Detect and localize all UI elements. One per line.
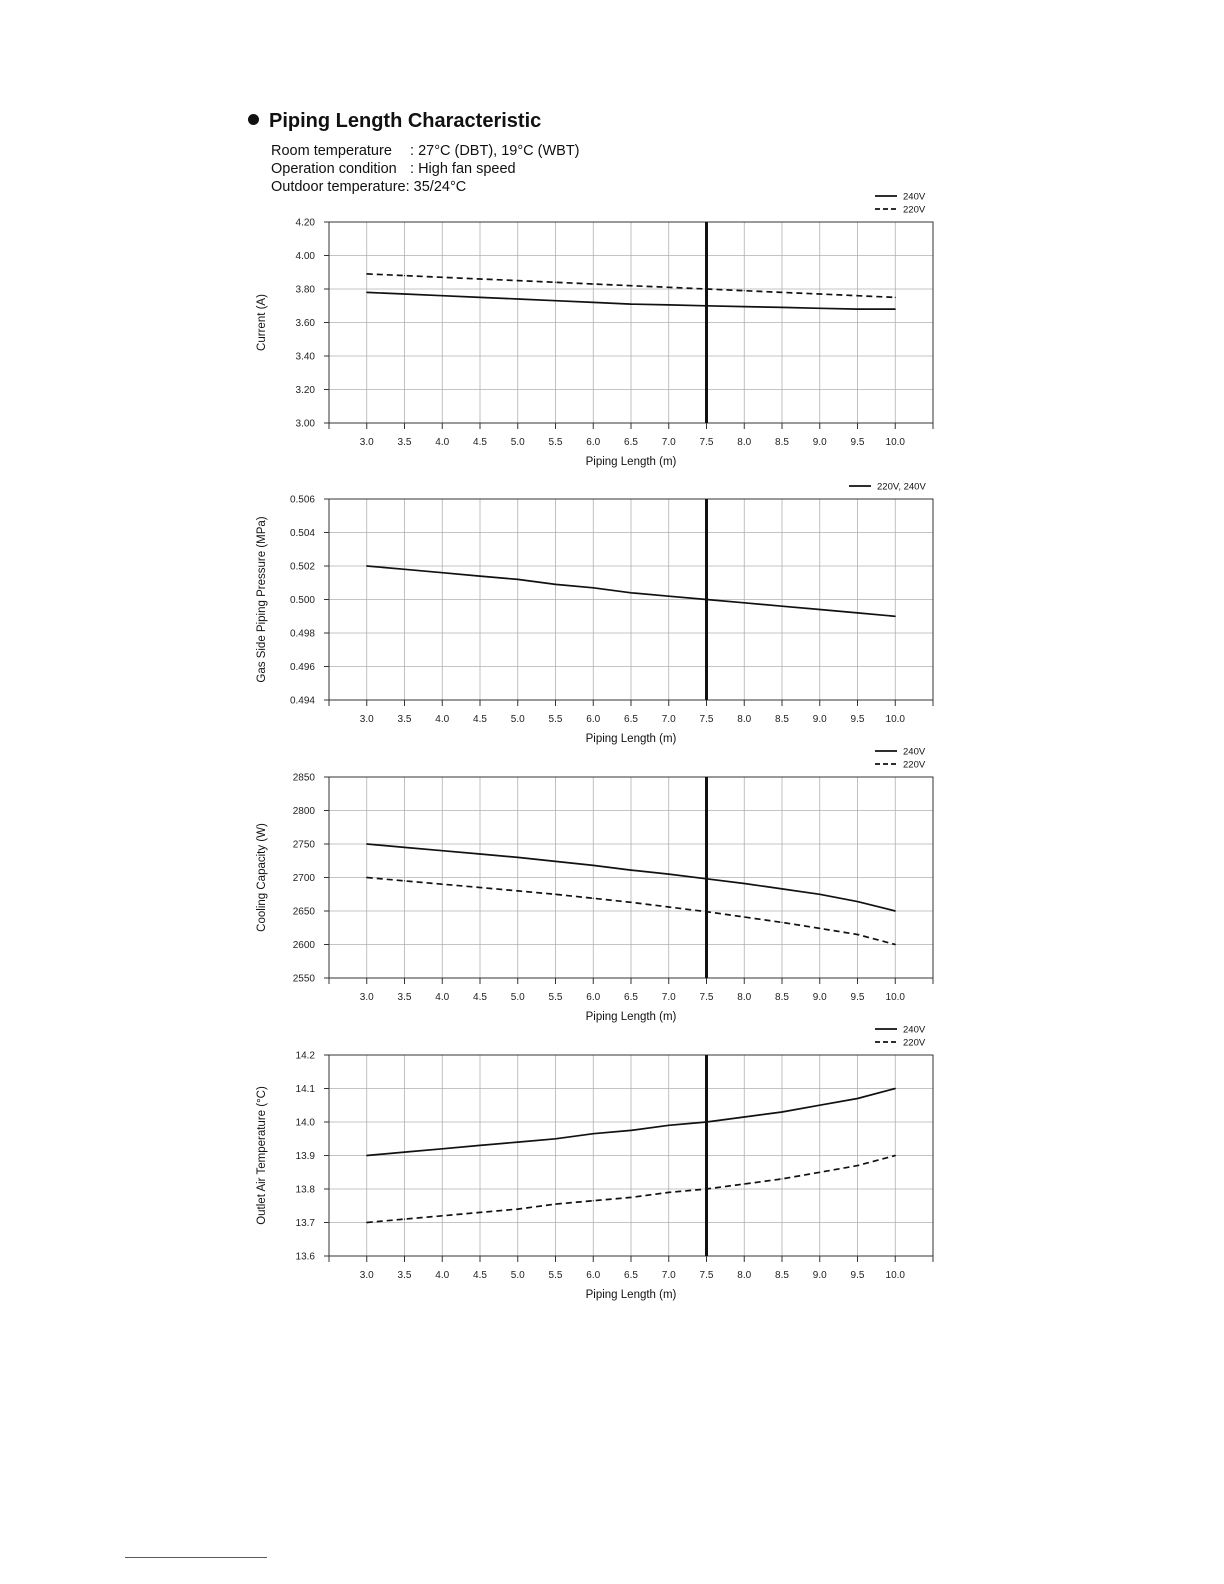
condition-value: High fan speed — [418, 161, 516, 177]
footer-rule — [125, 1557, 267, 1558]
condition-sep: : — [405, 179, 410, 195]
chart1-y-tick-label: 3.80 — [295, 284, 315, 296]
chart2-y-tick-label: 0.506 — [289, 494, 315, 506]
chart2-series-1-point — [819, 609, 820, 610]
chart3-x-tick-label: 9.0 — [812, 992, 827, 1003]
chart1-y-tick-label: 3.40 — [295, 351, 315, 363]
chart1-y-tick-label: 3.20 — [295, 385, 315, 396]
chart4-x-tick-label: 7.5 — [699, 1270, 714, 1281]
chart3-series-2-point — [366, 877, 367, 878]
chart4-series-1-point — [593, 1133, 594, 1134]
chart4-series-2-point — [895, 1155, 896, 1156]
chart2-x-tick-label: 6.5 — [624, 714, 638, 725]
chart1-series-2-point — [593, 283, 594, 284]
chart2-y-tick-label: 0.502 — [289, 561, 315, 573]
chart2-x-tick-label: 9.0 — [812, 714, 827, 725]
chart4-series-1-point — [404, 1152, 405, 1153]
chart4-y-axis-label: Outlet Air Temperature (°C) — [256, 1086, 268, 1225]
chart2-x-tick-label: 4.5 — [473, 714, 487, 725]
chart3-series-2-point — [744, 916, 745, 917]
chart1-y-tick-label: 3.60 — [295, 318, 315, 329]
chart3-legend-label: 240V — [903, 746, 926, 758]
chart2-x-tick-label: 5.0 — [510, 714, 525, 725]
chart3-x-tick-label: 8.5 — [775, 992, 789, 1003]
chart3-series-2-point — [479, 887, 480, 888]
chart2-legend-label: 220V, 240V — [877, 481, 926, 493]
chart3-x-tick-label: 4.5 — [473, 992, 487, 1003]
chart2-x-tick-label: 4.0 — [435, 714, 450, 725]
chart4-series-2-point — [517, 1209, 518, 1210]
chart2-x-axis-label: Piping Length (m) — [585, 733, 677, 745]
chart2-x-tick-label: 9.5 — [850, 714, 865, 725]
chart3-series-2-point — [593, 898, 594, 899]
chart1-series-2-point — [517, 280, 518, 281]
chart3-x-tick-label: 7.0 — [661, 992, 676, 1003]
chart4-series-1-point — [781, 1111, 782, 1112]
chart2-series-1-point — [744, 602, 745, 603]
chart3-series-1-point — [706, 878, 707, 879]
chart3-series-1-point — [630, 870, 631, 871]
chart2-series-1-point — [593, 587, 594, 588]
chart2-y-tick-label: 0.494 — [289, 695, 315, 707]
chart3-series-1-point — [517, 857, 518, 858]
chart3-series-1-point — [668, 874, 669, 875]
chart3-series-1-point — [819, 894, 820, 895]
chart1-series-1-point — [593, 302, 594, 303]
chart1-series-1-point — [479, 297, 480, 298]
chart3-series-2-point — [706, 911, 707, 912]
chart4-y-tick-label: 13.6 — [295, 1251, 315, 1263]
chart4-legend-label: 220V — [903, 1037, 926, 1049]
chart3-x-tick-label: 6.5 — [624, 992, 638, 1003]
chart4-series-2-point — [479, 1212, 480, 1213]
chart2-y-tick-label: 0.496 — [289, 662, 315, 673]
chart1-x-tick-label: 9.5 — [850, 437, 865, 448]
chart1-series-2-point — [442, 277, 443, 278]
chart1-series-2-point — [668, 287, 669, 288]
chart1-series-1-point — [781, 307, 782, 308]
chart3-series-2-point — [555, 894, 556, 895]
chart2-series-1-point — [555, 584, 556, 585]
chart3-y-tick-label: 2750 — [292, 839, 315, 851]
chart2-series-1-point — [517, 579, 518, 580]
chart3-x-tick-label: 7.5 — [699, 992, 714, 1003]
chart1-series-2-point — [630, 285, 631, 286]
chart3-y-tick-label: 2600 — [292, 940, 315, 951]
chart3-series-2-point — [895, 944, 896, 945]
heading-text: Piping Length Characteristic — [269, 110, 542, 132]
chart3-series-2-point — [630, 902, 631, 903]
chart4-series-2-point — [744, 1183, 745, 1184]
chart4-series-2-point — [668, 1192, 669, 1193]
chart3-y-tick-label: 2800 — [292, 806, 315, 817]
condition-sep: : — [410, 143, 415, 159]
chart1-series-1-point — [668, 304, 669, 305]
chart4-x-tick-label: 9.0 — [812, 1270, 827, 1281]
chart1-series-2-point — [479, 278, 480, 279]
condition-label: Room temperature — [271, 143, 392, 159]
chart2-x-tick-label: 7.0 — [661, 714, 676, 725]
chart3-x-tick-label: 4.0 — [435, 992, 450, 1003]
chart2-series-1-point — [404, 569, 405, 570]
chart3-series-1-point — [442, 850, 443, 851]
chart4-x-tick-label: 5.5 — [548, 1270, 563, 1281]
chart1-series-1-point — [517, 298, 518, 299]
chart2-series-1-point — [706, 599, 707, 600]
chart1-series-2-point — [781, 292, 782, 293]
condition-value: 35/24°C — [413, 179, 467, 195]
chart3-legend-label: 220V — [903, 759, 926, 771]
chart1-legend-label: 240V — [903, 191, 926, 203]
chart4-y-tick-label: 13.7 — [295, 1218, 315, 1229]
chart4-x-tick-label: 4.5 — [473, 1270, 487, 1281]
chart1-x-tick-label: 4.0 — [435, 437, 450, 448]
chart1-series-2-point — [819, 293, 820, 294]
chart3-x-tick-label: 5.5 — [548, 992, 563, 1003]
chart1-series-1-point — [744, 306, 745, 307]
chart4-x-axis-label: Piping Length (m) — [585, 1289, 677, 1301]
chart4-series-1-point — [630, 1130, 631, 1131]
chart1-series-1-point — [895, 309, 896, 310]
chart1-series-2-point — [404, 275, 405, 276]
chart2-x-tick-label: 5.5 — [548, 714, 563, 725]
chart1-series-2-point — [555, 282, 556, 283]
chart2-x-tick-label: 6.0 — [586, 714, 601, 725]
chart1-y-tick-label: 3.00 — [295, 418, 315, 430]
chart1-x-tick-label: 6.0 — [586, 437, 601, 448]
chart3-series-1-point — [555, 861, 556, 862]
chart3-x-axis-label: Piping Length (m) — [585, 1011, 677, 1023]
chart4-series-2-point — [706, 1188, 707, 1189]
chart3-x-tick-label: 10.0 — [885, 992, 905, 1003]
chart4-series-2-point — [781, 1178, 782, 1179]
chart1-legend-label: 220V — [903, 204, 926, 216]
chart3-series-1-point — [366, 843, 367, 844]
chart3-x-tick-label: 9.5 — [850, 992, 865, 1003]
chart1-x-tick-label: 7.5 — [699, 437, 714, 448]
chart1-x-tick-label: 5.5 — [548, 437, 563, 448]
chart1-y-tick-label: 4.00 — [295, 251, 315, 262]
chart2-y-tick-label: 0.504 — [289, 528, 315, 539]
chart3-series-1-point — [593, 865, 594, 866]
chart2-x-tick-label: 8.5 — [775, 714, 789, 725]
condition-value: 27°C (DBT), 19°C (WBT) — [418, 143, 580, 159]
chart4-series-2-point — [555, 1203, 556, 1204]
chart4-x-tick-label: 6.5 — [624, 1270, 638, 1281]
chart4-y-tick-label: 14.1 — [295, 1084, 315, 1095]
chart4-y-tick-label: 14.0 — [295, 1117, 315, 1129]
chart3-x-tick-label: 3.0 — [359, 992, 374, 1003]
chart4-series-1-point — [706, 1121, 707, 1122]
chart2-y-tick-label: 0.500 — [289, 595, 315, 606]
chart3-x-tick-label: 3.5 — [397, 992, 412, 1003]
condition-label: Operation condition — [271, 161, 397, 177]
chart4-x-tick-label: 4.0 — [435, 1270, 450, 1281]
chart4-series-1-point — [479, 1145, 480, 1146]
chart2-series-1-point — [366, 565, 367, 566]
chart4-x-tick-label: 3.0 — [359, 1270, 374, 1281]
chart1-series-2-point — [366, 273, 367, 274]
chart1-series-1-point — [442, 295, 443, 296]
chart3-series-1-point — [404, 847, 405, 848]
chart4-series-2-point — [404, 1219, 405, 1220]
chart4-x-tick-label: 10.0 — [885, 1270, 905, 1281]
chart1-x-tick-label: 3.5 — [397, 437, 412, 448]
chart2-series-1-point — [668, 596, 669, 597]
chart1-x-tick-label: 9.0 — [812, 437, 827, 448]
chart2-x-tick-label: 3.5 — [397, 714, 412, 725]
chart4-series-1-point — [366, 1155, 367, 1156]
chart1-series-1-point — [857, 309, 858, 310]
chart2-series-1-point — [442, 572, 443, 573]
chart1-series-2-point — [857, 295, 858, 296]
chart4-series-2-point — [442, 1215, 443, 1216]
chart2-series-1-point — [479, 575, 480, 576]
chart1-series-1-point — [404, 293, 405, 294]
chart3-series-1-point — [857, 901, 858, 902]
chart4-series-1-point — [744, 1116, 745, 1117]
chart3-series-2-point — [517, 890, 518, 891]
chart4-series-1-point — [895, 1088, 896, 1089]
chart3-x-tick-label: 6.0 — [586, 992, 601, 1003]
chart1-series-1-point — [630, 303, 631, 304]
chart1-x-tick-label: 8.0 — [737, 437, 752, 448]
chart4-series-1-point — [668, 1125, 669, 1126]
chart4-series-1-point — [819, 1105, 820, 1106]
chart4-series-2-point — [366, 1222, 367, 1223]
chart2-series-1-point — [895, 616, 896, 617]
chart1-x-tick-label: 5.0 — [510, 437, 525, 448]
chart4-x-tick-label: 7.0 — [661, 1270, 676, 1281]
chart3-series-2-point — [819, 928, 820, 929]
chart4-series-1-point — [857, 1098, 858, 1099]
chart1-series-2-point — [895, 297, 896, 298]
chart1-series-1-point — [819, 308, 820, 309]
chart4-x-tick-label: 6.0 — [586, 1270, 601, 1281]
chart4-y-tick-label: 14.2 — [295, 1050, 315, 1062]
chart1-series-2-point — [706, 288, 707, 289]
chart1-x-tick-label: 4.5 — [473, 437, 487, 448]
chart2-x-tick-label: 10.0 — [885, 714, 905, 725]
chart3-x-tick-label: 5.0 — [510, 992, 525, 1003]
chart4-legend-label: 240V — [903, 1024, 926, 1036]
chart3-series-1-point — [895, 910, 896, 911]
chart4-x-tick-label: 5.0 — [510, 1270, 525, 1281]
chart4-x-tick-label: 3.5 — [397, 1270, 412, 1281]
condition-sep: : — [410, 161, 415, 177]
chart2-series-1-point — [630, 592, 631, 593]
chart3-series-1-point — [781, 888, 782, 889]
chart3-series-1-point — [479, 853, 480, 854]
chart1-x-tick-label: 7.0 — [661, 437, 676, 448]
chart1-x-tick-label: 6.5 — [624, 437, 638, 448]
chart4-series-2-point — [593, 1200, 594, 1201]
chart3-series-2-point — [404, 880, 405, 881]
chart1-series-1-point — [706, 305, 707, 306]
chart4-x-tick-label: 9.5 — [850, 1270, 865, 1281]
chart1-y-tick-label: 4.20 — [295, 217, 315, 229]
chart4-series-1-point — [555, 1138, 556, 1139]
chart4-series-1-point — [442, 1148, 443, 1149]
chart2-series-1-point — [781, 606, 782, 607]
chart3-y-tick-label: 2700 — [292, 873, 315, 884]
chart3-y-tick-label: 2850 — [292, 772, 315, 784]
chart2-x-tick-label: 7.5 — [699, 714, 714, 725]
chart2-series-1-point — [857, 612, 858, 613]
chart4-series-1-point — [517, 1142, 518, 1143]
chart1-series-1-point — [555, 300, 556, 301]
chart1-series-1-point — [366, 292, 367, 293]
chart4-series-2-point — [819, 1172, 820, 1173]
chart3-series-2-point — [668, 906, 669, 907]
chart3-series-2-point — [442, 884, 443, 885]
chart3-y-tick-label: 2650 — [292, 906, 315, 918]
chart1-x-axis-label: Piping Length (m) — [585, 456, 677, 468]
chart3-series-2-point — [857, 934, 858, 935]
chart1-y-axis-label: Current (A) — [256, 294, 268, 351]
chart3-x-tick-label: 8.0 — [737, 992, 752, 1003]
chart3-series-2-point — [781, 922, 782, 923]
chart4-x-tick-label: 8.5 — [775, 1270, 789, 1281]
chart1-x-tick-label: 10.0 — [885, 437, 905, 448]
chart3-y-tick-label: 2550 — [292, 973, 315, 985]
condition-label: Outdoor temperature — [271, 179, 406, 195]
chart4-x-tick-label: 8.0 — [737, 1270, 752, 1281]
chart3-y-axis-label: Cooling Capacity (W) — [256, 823, 268, 932]
chart4-y-tick-label: 13.9 — [295, 1151, 315, 1162]
chart2-y-tick-label: 0.498 — [289, 628, 315, 640]
chart1-x-tick-label: 8.5 — [775, 437, 789, 448]
chart4-y-tick-label: 13.8 — [295, 1184, 315, 1196]
chart4-series-2-point — [857, 1165, 858, 1166]
chart1-series-2-point — [744, 290, 745, 291]
chart1-x-tick-label: 3.0 — [359, 437, 374, 448]
chart4-series-2-point — [630, 1197, 631, 1198]
chart2-y-axis-label: Gas Side Piping Pressure (MPa) — [256, 516, 268, 683]
chart2-x-tick-label: 8.0 — [737, 714, 752, 725]
chart3-series-1-point — [744, 883, 745, 884]
chart2-x-tick-label: 3.0 — [359, 714, 374, 725]
